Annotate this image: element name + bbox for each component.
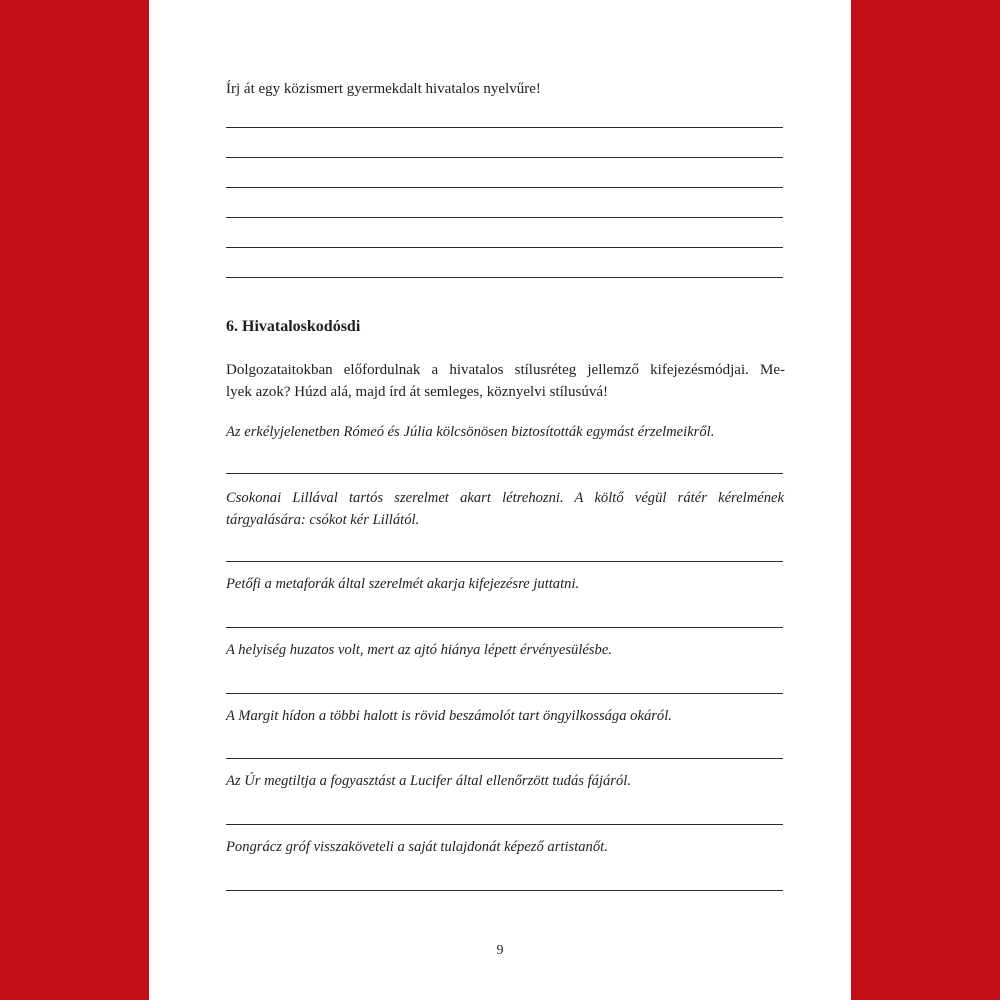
- answer-line[interactable]: [226, 473, 783, 474]
- example-sentence: [226, 770, 784, 792]
- answer-line[interactable]: [226, 758, 783, 759]
- worksheet-page: [149, 0, 851, 1000]
- example-sentence: [226, 705, 784, 727]
- page-number: 9: [496, 943, 504, 958]
- answer-line[interactable]: [226, 693, 783, 694]
- answer-line[interactable]: [226, 627, 783, 628]
- section-heading: 6. Hivataloskodósdi: [226, 318, 361, 335]
- instruction-line: Dolgozataitokban előfordulnak a hivatalos stílusréteg jellemző kifejezésmódjai. Me-: [226, 362, 785, 378]
- answer-line[interactable]: [226, 561, 783, 562]
- answer-line[interactable]: [226, 217, 783, 218]
- task-instruction: Írj át egy közismert gyermekdalt hivatalos nyelvűre!: [226, 81, 541, 97]
- example-sentence: [226, 487, 784, 531]
- example-line: A helyiség huzatos volt, mert az ajtó hiánya lépett érvényesülésbe.: [226, 642, 612, 658]
- section-instruction: [226, 359, 785, 403]
- example-line: Petőfi a metaforák által szerelmét akarja kifejezésre juttatni.: [226, 576, 580, 592]
- example-sentence: [226, 421, 784, 443]
- example-line: A Margit hídon a többi halott is rövid beszámolót tart öngyilkossága okáról.: [226, 708, 672, 724]
- instruction-line: lyek azok? Húzd alá, majd írd át semleges, köznyelvi stílusúvá!: [226, 384, 608, 400]
- answer-line[interactable]: [226, 890, 783, 891]
- example-line: Csokonai Lillával tartós szerelmet akart létrehozni. A költő végül rátér kérelmének: [226, 490, 784, 506]
- example-sentence: [226, 639, 784, 661]
- answer-line[interactable]: [226, 157, 783, 158]
- answer-line[interactable]: [226, 187, 783, 188]
- answer-line[interactable]: [226, 247, 783, 248]
- example-line: Az Úr megtiltja a fogyasztást a Lucifer által ellenőrzött tudás fájáról.: [226, 773, 631, 789]
- example-sentence: [226, 573, 784, 595]
- answer-line[interactable]: [226, 127, 783, 128]
- example-sentence: [226, 836, 784, 858]
- example-line: Pongrácz gróf visszaköveteli a saját tulajdonát képező artistanőt.: [226, 839, 608, 855]
- example-line: Az erkélyjelenetben Rómeó és Júlia kölcsönösen biztosították egymást érzelmeikről.: [226, 424, 715, 440]
- answer-line[interactable]: [226, 824, 783, 825]
- answer-line[interactable]: [226, 277, 783, 278]
- example-line: tárgyalására: csókot kér Lillától.: [226, 512, 420, 528]
